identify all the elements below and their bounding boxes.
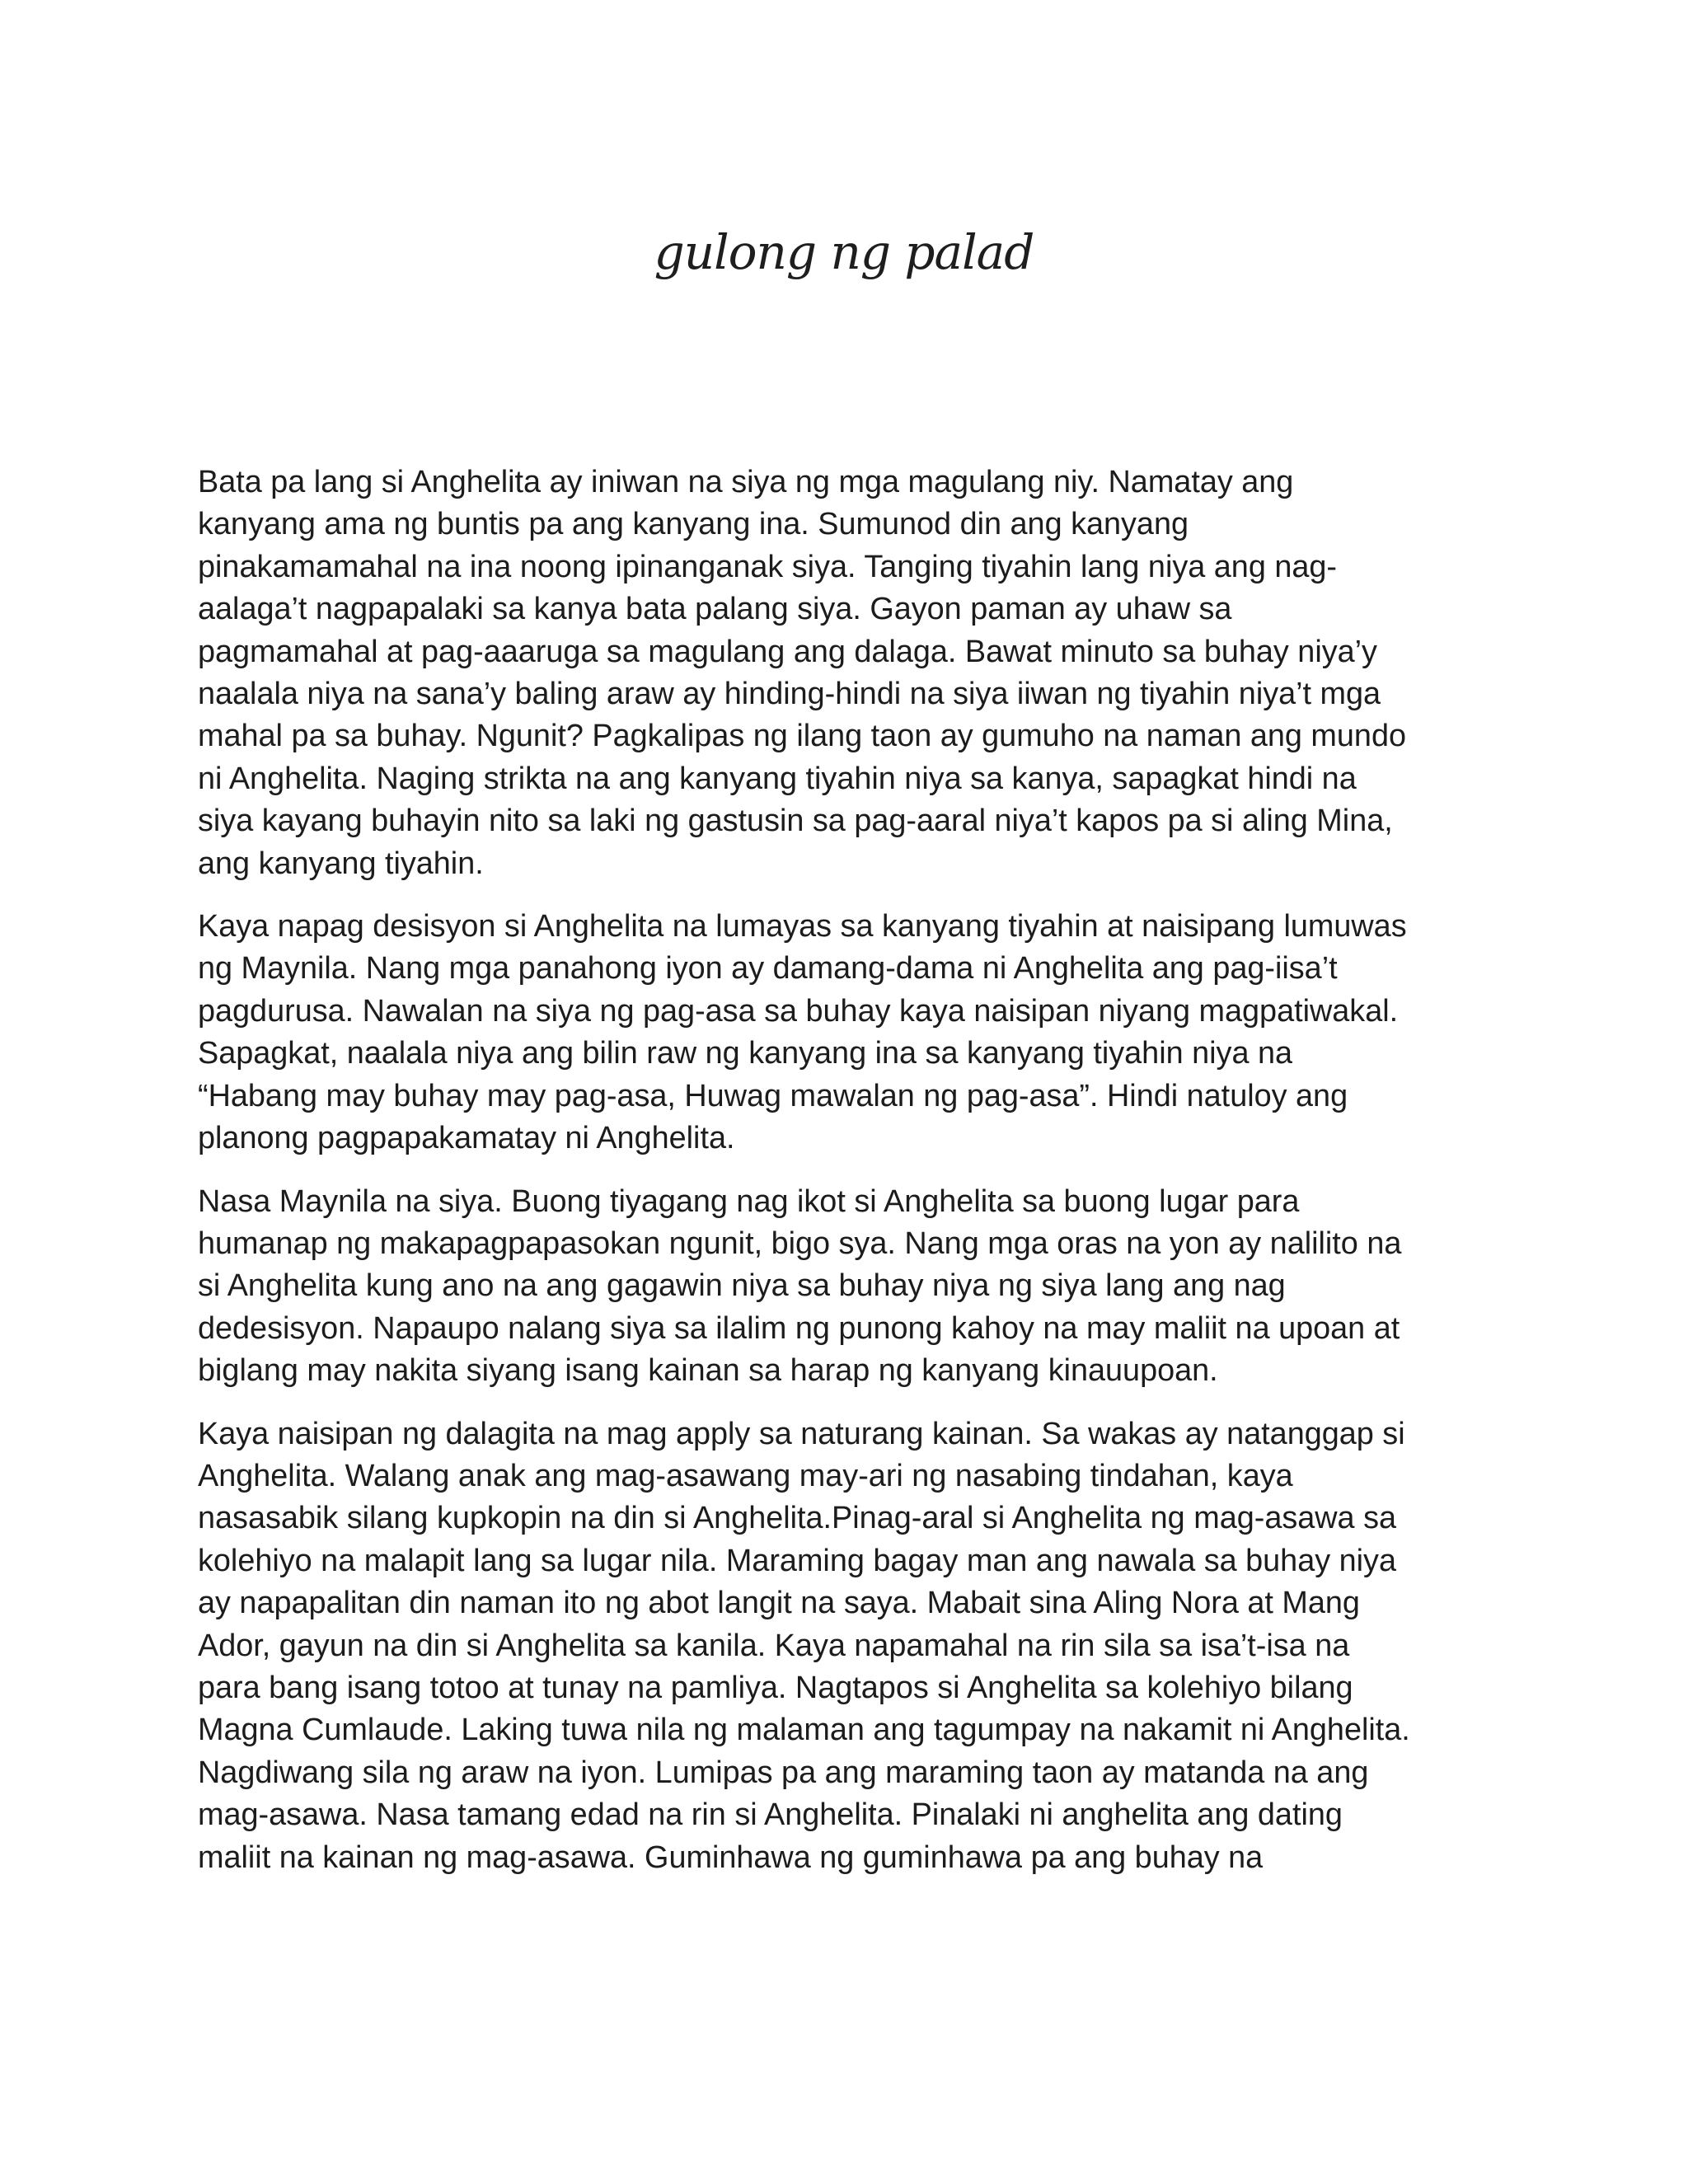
text-line: humanap ng makapagpapasokan ngunit, bigo sya. Nang mga oras na yon ay nalilito na — [198, 1226, 1402, 1261]
text-line: kolehiyo na malapit lang sa lugar nila. Maraming bagay man ang nawala sa buhay niya — [198, 1543, 1396, 1578]
text-line: Bata pa lang si Anghelita ay iniwan na siya ng mga magulang niy. Namatay ang — [198, 465, 1294, 499]
document-body — [198, 462, 1484, 1900]
text-line: Anghelita. Walang anak ang mag-asawang may-ari ng nasabing tindahan, kaya — [198, 1458, 1293, 1493]
text-line: si Anghelita kung ano na ang gagawin niya sa buhay niya ng siya lang ang nag — [198, 1268, 1286, 1304]
text-line: Nagdiwang sila ng araw na iyon. Lumipas pa ang maraming taon ay matanda na ang — [198, 1755, 1369, 1790]
text-line: nasasabik silang kupkopin na din si Anghelita.Pinag-aral si Anghelita ng mag-asawa sa — [198, 1501, 1396, 1536]
text-line: aalaga’t nagpapalaki sa kanya bata palang siya. Gayon paman ay uhaw sa — [198, 592, 1232, 627]
text-line: biglang may nakita siyang isang kainan sa harap ng kanyang kinauupoan. — [198, 1353, 1218, 1389]
text-line: siya kayang buhayin nito sa laki ng gastusin sa pag-aaral niya’t kapos pa si aling Mina, — [198, 804, 1393, 839]
text-line: Nasa Maynila na siya. Buong tiyagang nag ikot si Anghelita sa buong lugar para — [198, 1183, 1300, 1219]
text-line: naalala niya na sana’y baling araw ay hinding-hindi na siya iiwan ng tiyahin niya’t mga — [198, 677, 1381, 712]
text-line: dedesisyon. Napaupo nalang siya sa ilalim ng punong kahoy na may maliit na upoan at — [198, 1310, 1400, 1346]
text-line: “Habang may buhay may pag-asa, Huwag mawalan ng pag-asa”. Hindi natuloy ang — [198, 1078, 1348, 1113]
text-line: mahal pa sa buhay. Ngunit? Pagkalipas ng ilang taon ay gumuho na naman ang mundo — [198, 719, 1406, 754]
text-line: mag-asawa. Nasa tamang edad na rin si Anghelita. Pinalaki ni anghelita ang dating — [198, 1797, 1343, 1833]
paragraph-2 — [198, 906, 1484, 1160]
text-line: ng Maynila. Nang mga panahong iyon ay damang-dama ni Anghelita ang pag-iisa’t — [198, 951, 1338, 987]
text-line: pagmamahal at pag-aaaruga sa magulang ang dalaga. Bawat minuto sa buhay niya’y — [198, 634, 1377, 669]
text-line: planong pagpapakamatay ni Anghelita. — [198, 1121, 735, 1156]
paragraph-4 — [198, 1413, 1484, 1879]
paragraph-1 — [198, 462, 1484, 885]
text-line: maliit na kainan ng mag-asawa. Guminhawa ng guminhawa pa ang buhay na — [198, 1840, 1264, 1875]
text-line: Kaya naisipan ng dalagita na mag apply sa naturang kainan. Sa wakas ay natanggap si — [198, 1416, 1405, 1451]
text-line: pagdurusa. Nawalan na siya ng pag-asa sa buhay kaya naisipan niyang magpatiwakal. — [198, 993, 1399, 1029]
document-title: gulong ng palad — [654, 224, 1034, 280]
paragraph-3 — [198, 1181, 1484, 1393]
text-line: pinakamamahal na ina noong ipinanganak siya. Tanging tiyahin lang niya ang nag- — [198, 549, 1337, 584]
text-line: Kaya napag desisyon si Anghelita na lumayas sa kanyang tiyahin at naisipang lumuwas — [198, 909, 1407, 944]
text-line: ang kanyang tiyahin. — [198, 846, 484, 881]
text-line: para bang isang totoo at tunay na pamliya. Nagtapos si Anghelita sa kolehiyo bilang — [198, 1670, 1353, 1705]
text-line: Ador, gayun na din si Anghelita sa kanila. Kaya napamahal na rin sila sa isa’t-isa na — [198, 1628, 1350, 1663]
text-line: ay napapalitan din naman ito ng abot langit na saya. Mabait sina Aling Nora at Mang — [198, 1586, 1360, 1621]
text-line: Sapagkat, naalala niya ang bilin raw ng kanyang ina sa kanyang tiyahin niya na — [198, 1036, 1293, 1071]
text-line: ni Anghelita. Naging strikta na ang kanyang tiyahin niya sa kanya, sapagkat hindi na — [198, 761, 1357, 796]
text-line: Magna Cumlaude. Laking tuwa nila ng malaman ang tagumpay na nakamit ni Anghelita. — [198, 1713, 1410, 1748]
text-line: kanyang ama ng buntis pa ang kanyang ina. Sumunod din ang kanyang — [198, 507, 1189, 542]
